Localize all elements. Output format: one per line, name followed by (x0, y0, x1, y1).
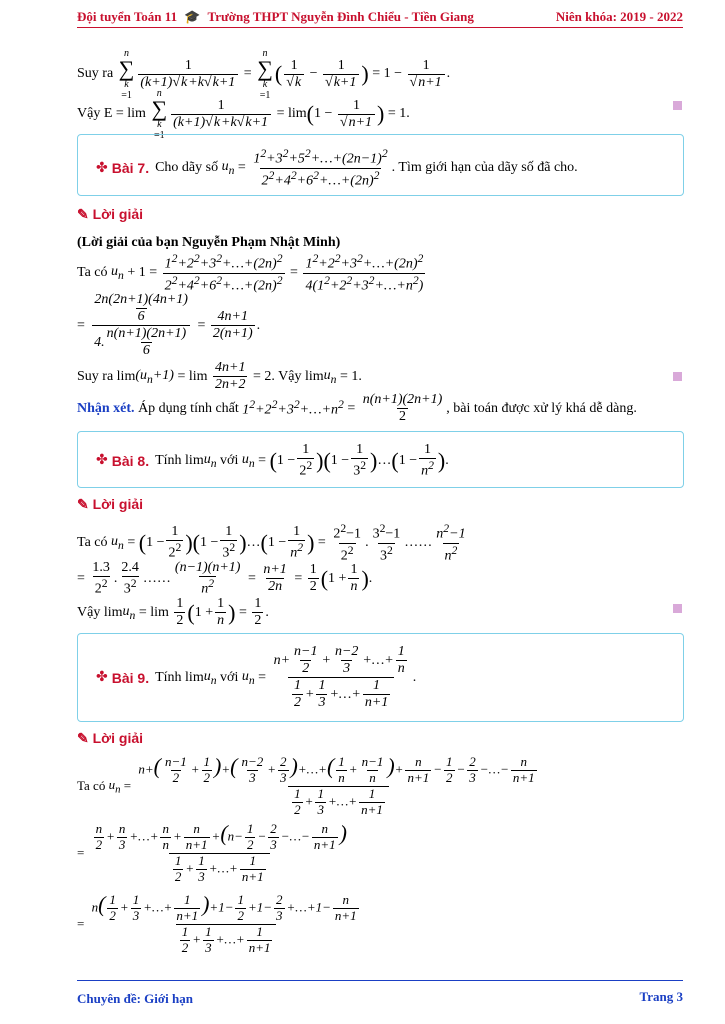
formula-step-9a: = $\frac{n}{2}$ + $\frac{n}{3}$ +…+ $\frac{n}{n}$ + $\frac{n}{n+1}$ +(n− $\frac{1}{2}$ − $\frac{2}{3}$ −…− $\frac{n}{n+1}$ ) $\frac{1}{2}$ + $\frac{1}{3}$ +…+ $\frac{1}{n+1}$ (77, 820, 347, 884)
edit-icon: ✎ (77, 206, 89, 222)
formula-step-9b: = n( $\frac{1}{2}$ + $\frac{1}{3}$ +…+ $\frac{1}{n+1}$ )+1− $\frac{1}{2}$ +1− $\frac{2}{3}$ +…+1− $\frac{n}{n+1}$ $\frac{1}{2}$ + $\frac{1}{3}$ +…+ $\frac{1}{n+1}$ (77, 891, 357, 955)
formula-step-8: = $\frac{1.3}{2^2}$ . $\frac{2.4}{3^2}$ …… $\frac{(n-1)(n+1)}{n^2}$ = $\frac{n+1}{2n}$ = $\frac{1}{2}$ ( 1 + $\frac{1}{n}$ ) . (77, 560, 373, 597)
solution-heading-8: ✎ Lời giải (77, 496, 144, 512)
solution-credit: (Lời giải của bạn Nguyễn Phạm Nhật Minh) (77, 235, 341, 250)
puzzle-icon: ✤ (96, 670, 108, 686)
puzzle-icon: ✤ (96, 453, 108, 469)
page-footer (77, 980, 683, 1006)
header-left: Đội tuyển Toán 11 🎓 Trường THPT Nguyễn Đình Chiểu - Tiền Giang (77, 9, 474, 24)
edit-icon: ✎ (77, 730, 89, 746)
solution-heading-7: ✎ Lời giải (77, 206, 144, 222)
formula-ta-co-9: Ta có $u_n$ = n+( $\frac{n-1}{2}$ + $\frac{1}{2}$ )+( $\frac{n-2}{3}$ + $\frac{2}{3}$ )+…+( $\frac{1}{n}$ + $\frac{n-1}{n}$ )+ $\frac{n}{n+1}$ − $\frac{1}{2}$ − $\frac{2}{3}$ −…− $\frac{n}{n+1}$ $\frac{1}{2}$ + $\frac{1}{3}$ +…+ $\frac{1}{n+1}$ (77, 753, 535, 817)
graduation-cap-icon: 🎓 (184, 9, 201, 24)
formula-step-7: = $\frac{2n(2n+1)(4n+1)}{6}$ 4. $\frac{n(n+1)(2n+1)}{6}$ = $\frac{4n+1}{2(n+1)}$ . (77, 292, 261, 359)
page-number: Trang 3 (639, 989, 683, 1004)
qed-marker (673, 604, 682, 613)
exercise-box-9: ✤ Bài 9. Tính lim $u_n$ với $u_n$ = n+ $\frac{n-1}{2}$ + $\frac{n-2}{3}$ +…+ $\frac{1}{n}$ $\frac{1}{2}$ + $\frac{1}{3}$ +…+ $\frac{1}{n+1}$ . (77, 633, 684, 722)
remark: Nhận xét. Áp dụng tính chất $1^2+2^2+3^2+\dots+n^2$ = $\frac{n(n+1)(2n+1)}{2}$ , bài toán được xử lý khá dễ dàng. (77, 392, 637, 425)
exercise-box-8: ✤ Bài 8. Tính lim $u_n$ với $u_n$ = ( 1 − $\frac{1}{2^2}$ ) ( 1 − $\frac{1}{3^2}$ ) … ( 1 − $\frac{1}{n^2}$ ) . (77, 431, 684, 488)
edit-icon: ✎ (77, 496, 89, 512)
qed-marker (673, 101, 682, 110)
formula-vay-e: Vậy E = lim n ∑ k =1 $\frac{1}{(k+1)√k+k√k+1}$ = lim ( 1 − $\frac{1}{√n+1}$ ) = 1. (77, 88, 410, 141)
formula-ta-co-8: Ta có $u_n$ = ( 1 − $\frac{1}{2^2}$ ) ( 1 − $\frac{1}{3^2}$ ) … ( 1 − $\frac{1}{n^2}$ ) = $\frac{2^2-1}{2^2}$ . $\frac{3^2-1}{3^2}$ …… $\frac{n^2-1}{n^2}$ (77, 522, 466, 564)
formula-vay-8: Vậy lim $u_n$ = lim $\frac{1}{2}$ ( 1 + $\frac{1}{n}$ ) = $\frac{1}{2}$ . (77, 596, 269, 629)
qed-marker (673, 372, 682, 381)
formula-suy-ra-sum: Suy ra n ∑ k =1 $\frac{1}{(k+1)√k+k√k+1}$ = n ∑ k =1 ( $\frac{1}{√k}$ − $\frac{1}{√k+1}$ ) = 1 − $\frac{1}{√n+1}$ . (77, 48, 451, 101)
header-right: Niên khóa: 2019 - 2022 (555, 9, 683, 24)
formula-ta-co-7: Ta có $u_n$ + 1 = $\frac{1^2+2^2+3^2+\dots+(2n)^2}{2^2+4^2+6^2+\dots+(2n)^2}$ = $\frac{1^2+2^2+3^2+\dots+(2n)^2}{4(1^2+2^2+3^2+\dots+n^2)}$ (77, 252, 424, 294)
puzzle-icon: ✤ (96, 160, 108, 176)
page-header (77, 9, 683, 28)
solution-heading-9: ✎ Lời giải (77, 730, 144, 746)
formula-suy-ra-lim-7: Suy ra lim $(u_n+1)$ = lim $\frac{4n+1}{2n+2}$ = 2. Vậy lim $u_n$ = 1. (77, 360, 362, 393)
exercise-box-7: ✤ Bài 7. Cho dãy số $u_n$ = $\frac{1^2+3^2+5^2+\dots+(2n-1)^2}{2^2+4^2+6^2+\dots+(2n)^2}$ . Tìm giới hạn của dãy số đã cho. (77, 134, 684, 196)
footer-topic: Chuyên đề: Giới hạn (77, 991, 193, 1006)
